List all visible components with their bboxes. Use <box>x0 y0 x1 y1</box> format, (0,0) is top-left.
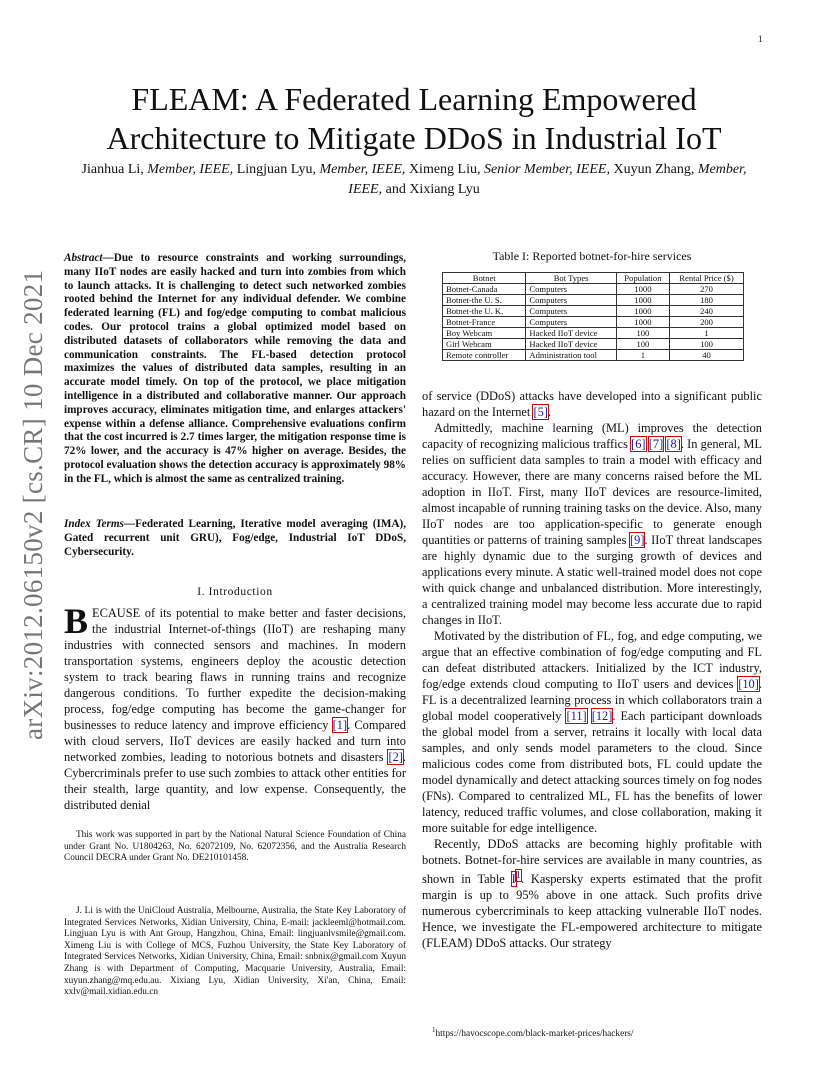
table-row <box>443 328 744 339</box>
author-name: Lingjuan Lyu, <box>233 162 320 177</box>
citation-link[interactable]: [12] <box>591 709 613 723</box>
footnote-marker[interactable]: 1 <box>515 870 521 881</box>
table-row <box>443 317 744 328</box>
footnote-funding-text: This work was supported in part by the National Natural Science Foundation of China under Grant No. U1804263, No. 62072109, No. 62072356, and the Australia Research Council DECRA under Grant No. DE210101458. <box>64 830 406 864</box>
abstract-text: —Due to resource constraints and working surroundings, many IIoT nodes are easily hacked and turn into zombies from which to launch attacks. It is challenging to detect such networked zombies rooted behind the Internet for any individual defender. We combine federated learning (FL) and fog/edge computing to combat malicious codes. Our protocol trains a global optimized model based on distributed datasets of collaborators while removing the data and communication constraints. The FL-based detection protocol maximizes the values of distributed data samples, resulting in an accurate model timely. On top of the protocol, we place mitigation intelligence in a distributed and collaborative manner. Our approach improves accuracy, eliminates mitigation time, and enlarges attackers' expense within a defense alliance. Comprehensive evaluations confirm that the cost incurred is 2.7 times larger, the mitigation response time is 72% lower, and the accuracy is 47% higher on average. Besides, the protocol evaluation shows the detection accuracy is approximately 98% in the FL, which is almost the same as centralized training. <box>64 252 406 485</box>
paragraph <box>422 628 762 836</box>
table-cell: Computers <box>526 284 616 295</box>
text-run: Motivated by the distribution of FL, fog, and edge computing, we argue that an effective combination of fog/edge computing and FL can defeat distributed attackers. Initialized by the ICT industry, fog/edge extends cloud computing to IIoT users and devices <box>422 629 762 691</box>
paragraph <box>422 420 762 628</box>
intro-paragraph <box>64 601 407 813</box>
arxiv-stamp: arXiv:2012.06150v2 [cs.CR] 10 Dec 2021 <box>18 269 48 740</box>
section-heading: I. Introduction <box>197 586 273 598</box>
table-row <box>443 295 744 306</box>
citation-link[interactable]: [5] <box>533 405 548 419</box>
table-cell: 1000 <box>616 306 669 317</box>
table-cell: 1 <box>616 350 669 361</box>
author-name: Jianhua Li, <box>81 162 148 177</box>
footnote-funding <box>64 830 406 865</box>
title-line-2: Architecture to Mitigate DDoS in Industrial IoT <box>106 120 722 156</box>
author-name: Xuyun Zhang, <box>609 162 698 177</box>
citation-link[interactable]: [10] <box>738 677 759 691</box>
citation-link[interactable]: [11] <box>566 709 587 723</box>
text-run: . <box>547 405 552 419</box>
author-name: and Xixiang Lyu <box>382 182 480 197</box>
paper-title <box>60 80 768 158</box>
author-name: Ximeng Liu, <box>405 162 484 177</box>
table-cell: 270 <box>670 284 744 295</box>
author-role: Member, IEEE, <box>147 162 234 177</box>
table-cell: 1000 <box>616 295 669 306</box>
text-run: . IIoT threat landscapes are highly dynamic due to the surging growth of devices and applications every minute. A static well-trained model does not cope with quick change and unbalanced distribution. More interestingly, a centralized training model may become less accurate due to rapid changes in IIoT. <box>422 533 762 627</box>
table-cell: Girl Webcam <box>443 339 526 350</box>
author-role: Member, IEEE, <box>319 162 406 177</box>
table-cell: Remote controller <box>443 350 526 361</box>
author-role: Senior Member, IEEE, <box>483 162 610 177</box>
table-cell: Botnet-France <box>443 317 526 328</box>
table-row <box>443 339 744 350</box>
paragraph <box>422 836 762 951</box>
table-row <box>443 350 744 361</box>
footnote-number: 1 <box>432 1026 436 1034</box>
text-run: . Compared with cloud servers, IIoT devices are easily hacked and turn into networked zombies, leading to notorious botnets and disasters <box>64 718 406 764</box>
index-terms-text: —Federated Learning, Iterative model averaging (IMA), Gated recurrent unit GRU), Fog/edge, Industrial IoT DDoS, Cybersecurity. <box>64 518 406 558</box>
table-cell: Hacked IIoT device <box>526 339 616 350</box>
drop-cap: B <box>64 601 89 641</box>
footnote-affiliations-text: J. Li is with the UniCloud Australia, Melbourne, Australia, the State Key Laboratory of Integrated Services Networks, Xidian University, China, E-mail: jackleeml@hotmail.com. Lingjuan Lyu is with Ant Group, Hangzhou, China, Email: lingjuanlvsmile@gmail.com. Ximeng Liu is with College of MCS, Fuzhou University, the State Key Laboratory of Integrated Services Networks, Xidian University, China, Email: snbnix@gmail.com Xuyun Zhang is with Department of Computing, Macquarie University, Australia, Email: xuyun.zhang@mq.edu.au. Xixiang Lyu, Xidian University, Xi'an, China, Email: xxlv@mail.xidian.edu.cn <box>64 906 406 998</box>
table-cell: 40 <box>670 350 744 361</box>
footnote-url-text[interactable]: https://havocscope.com/black-market-prices/hackers/ <box>435 1029 634 1040</box>
text-run: Admittedly, machine learning (ML) improves the detection capacity of recognizing malicious traffics <box>422 421 762 451</box>
text-run: . Cybercriminals prefer to use such zombies to attack other entities for their stealth, large quantity, and low expense. Consequently, the distributed denial <box>64 750 407 812</box>
table-header-row <box>443 273 744 284</box>
text-run: ECAUSE of its potential to make better and faster decisions, the industrial Internet-of-things (IIoT) are reshaping many industries with connected sensors and machines. In modern transportation systems, engineers deploy the acoustic detection system to track bearing flaws in running trains and recognize dangerous conditions. To further expedite the decision-making process, fog/edge computing has become the game-changer for businesses to reduce latency and improve efficiency <box>64 606 406 732</box>
paragraph <box>422 388 762 420</box>
column-header: Bot Types <box>526 273 616 284</box>
table-cell: 1000 <box>616 317 669 328</box>
title-line-1: FLEAM: A Federated Learning Empowered <box>131 81 697 117</box>
text-run: . In general, ML relies on sufficient data samples to train a model with efficacy and accuracy. However, there are many concerns raised before the ML adoption in IIoT. First, many IIoT devices are resource-limited, almost incapable of running training tasks on the device. Also, many IIoT nodes are too application-specific to generate enough quantities or patterns of training samples <box>422 437 762 547</box>
table-cell: 180 <box>670 295 744 306</box>
citation-link[interactable]: [8] <box>666 437 681 451</box>
right-column-body <box>422 388 762 951</box>
citation-link[interactable]: [6] <box>631 437 646 451</box>
citation-link[interactable]: [7] <box>648 437 664 451</box>
table-cell: Hacked IIoT device <box>526 328 616 339</box>
text-run: of service (DDoS) attacks have developed into a significant public hazard on the Internet <box>422 389 762 419</box>
table-row <box>443 284 744 295</box>
table-cell: 100 <box>616 339 669 350</box>
text-run: . Kaspersky experts estimated that the profit margin is up to 95% above in one attack. Such profits drive numerous cybercriminals to keep attacking vulnerable IIoT nodes. Hence, we investigate the FL-empowered architecture to mitigate (FLEAM) DDoS attacks. Our strategy <box>422 872 762 951</box>
text-run: . Each participant downloads the global model from a server, retrains it locally with local data samples, and only sends model parameters to the cloud. Since malicious codes come from distributed bots, FL could update the model dynamically and detect attacking sources timely on fog nodes (FNs). Compared to centralized ML, FL has the benefits of lower latency, reduced traffic volumes, and close collaboration, making it more suitable for edge intelligence. <box>422 709 762 835</box>
author-list <box>80 160 748 200</box>
abstract-label: Abstract <box>64 252 103 264</box>
table-cell: Botnet-the U. S. <box>443 295 526 306</box>
column-header: Population <box>616 273 669 284</box>
table-cell: Computers <box>526 295 616 306</box>
table-reference-link[interactable]: I <box>511 872 516 887</box>
footnote-affiliations <box>64 906 406 999</box>
table-cell: 100 <box>616 328 669 339</box>
column-header: Rental Price ($) <box>670 273 744 284</box>
botnet-table <box>442 272 744 361</box>
table-cell: 100 <box>670 339 744 350</box>
table-cell: Botnet-the U. K. <box>443 306 526 317</box>
index-terms-label: Index Terms <box>64 518 124 530</box>
table-cell: Computers <box>526 306 616 317</box>
text-run: . FL is a decentralized learning process in which collaborators train a global model cooperatively <box>422 677 762 723</box>
text-run: Recently, DDoS attacks are becoming highly profitable with botnets. Botnet-for-hire services are available in many countries, as shown in Table <box>422 837 762 887</box>
citation-link[interactable]: [9] <box>630 533 645 547</box>
citation-link[interactable]: [2] <box>388 750 403 764</box>
column-header: Botnet <box>443 273 526 284</box>
citation-link[interactable]: [1] <box>332 718 348 732</box>
author-role: Member, IEEE, <box>348 162 747 197</box>
abstract <box>64 252 406 487</box>
table-cell: Administration tool <box>526 350 616 361</box>
table-caption: Table I: Reported botnet-for-hire services <box>492 249 692 263</box>
footnote-url <box>432 1026 634 1039</box>
table-cell: Boy Webcam <box>443 328 526 339</box>
table-cell: Computers <box>526 317 616 328</box>
table-cell: 200 <box>670 317 744 328</box>
index-terms <box>64 518 406 559</box>
table-cell: Botnet-Canada <box>443 284 526 295</box>
table-cell: 240 <box>670 306 744 317</box>
table-cell: 1 <box>670 328 744 339</box>
table-cell: 1000 <box>616 284 669 295</box>
page-number: 1 <box>758 34 763 44</box>
table-row <box>443 306 744 317</box>
